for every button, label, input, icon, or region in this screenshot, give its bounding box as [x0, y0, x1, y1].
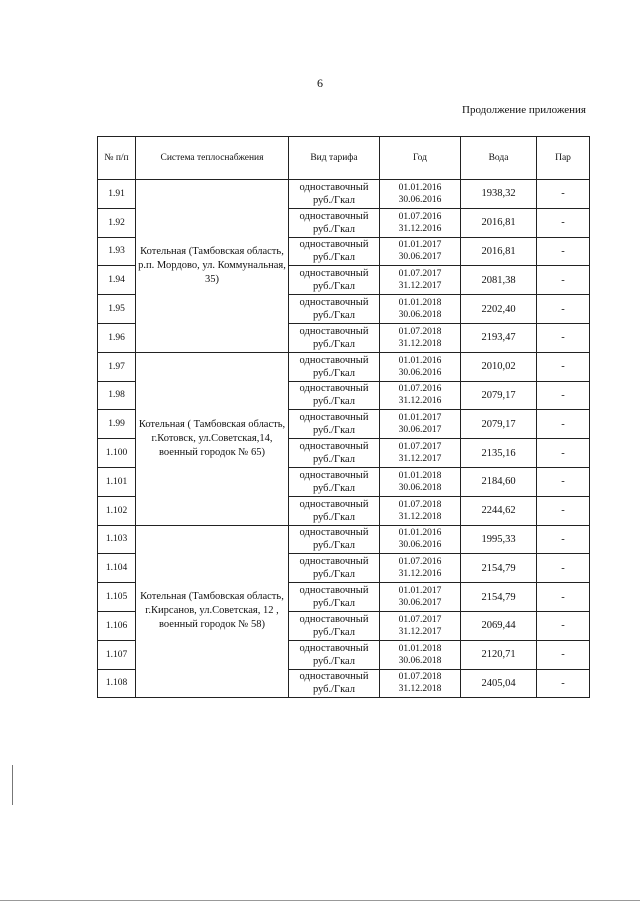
steam-tariff-value: -	[537, 439, 590, 468]
water-tariff-value: 2079,17	[461, 410, 537, 439]
period-from: 01.07.2017	[398, 269, 442, 280]
water-tariff-value: 2202,40	[461, 295, 537, 324]
row-number: 1.98	[98, 381, 136, 410]
water-tariff-value: 2016,81	[461, 208, 537, 237]
water-tariff-value: 2016,81	[461, 237, 537, 266]
period-from: 01.01.2018	[398, 298, 442, 309]
row-number: 1.93	[98, 237, 136, 266]
period-cell	[380, 237, 461, 266]
tariff-type: одноставочный руб./Гкал	[289, 381, 380, 410]
period-to: 30.06.2018	[398, 482, 442, 493]
table-header-row	[98, 137, 590, 180]
period-cell	[380, 410, 461, 439]
steam-tariff-value: -	[537, 640, 590, 669]
period-to: 30.06.2018	[398, 310, 442, 321]
period-from: 01.01.2018	[398, 470, 442, 481]
tariff-type: одноставочный руб./Гкал	[289, 640, 380, 669]
period-from: 01.07.2018	[398, 499, 442, 510]
tariff-type: одноставочный руб./Гкал	[289, 295, 380, 324]
period-cell	[380, 180, 461, 209]
tariff-type: одноставочный руб./Гкал	[289, 237, 380, 266]
steam-tariff-value: -	[537, 295, 590, 324]
row-number: 1.105	[98, 583, 136, 612]
row-number: 1.104	[98, 554, 136, 583]
tariff-type: одноставочный руб./Гкал	[289, 180, 380, 209]
water-tariff-value: 2079,17	[461, 381, 537, 410]
water-tariff-value: 2010,02	[461, 352, 537, 381]
steam-tariff-value: -	[537, 467, 590, 496]
table-row	[98, 180, 590, 209]
period-to: 30.06.2018	[398, 655, 442, 666]
row-number: 1.100	[98, 439, 136, 468]
period-cell	[380, 266, 461, 295]
tariff-type: одноставочный руб./Гкал	[289, 554, 380, 583]
steam-tariff-value: -	[537, 496, 590, 525]
period-from: 01.07.2017	[398, 442, 442, 453]
period-cell	[380, 208, 461, 237]
water-tariff-value: 2154,79	[461, 554, 537, 583]
tariff-type: одноставочный руб./Гкал	[289, 352, 380, 381]
period-to: 31.12.2018	[398, 511, 442, 522]
tariff-type: одноставочный руб./Гкал	[289, 525, 380, 554]
period-to: 30.06.2016	[398, 194, 442, 205]
water-tariff-value: 1995,33	[461, 525, 537, 554]
period-from: 01.07.2016	[398, 211, 442, 222]
period-from: 01.07.2016	[398, 557, 442, 568]
period-to: 31.12.2018	[398, 684, 442, 695]
period-to: 31.12.2017	[398, 281, 442, 292]
scan-artifact-left	[12, 765, 13, 805]
row-number: 1.106	[98, 611, 136, 640]
period-to: 30.06.2017	[398, 425, 442, 436]
steam-tariff-value: -	[537, 669, 590, 698]
period-from: 01.01.2016	[398, 355, 442, 366]
period-to: 31.12.2016	[398, 223, 442, 234]
period-cell	[380, 295, 461, 324]
steam-tariff-value: -	[537, 525, 590, 554]
header-water: Вода	[461, 137, 537, 180]
row-number: 1.95	[98, 295, 136, 324]
period-from: 01.01.2016	[398, 528, 442, 539]
water-tariff-value: 2244,62	[461, 496, 537, 525]
period-from: 01.07.2018	[398, 326, 442, 337]
tariff-type: одноставочный руб./Гкал	[289, 496, 380, 525]
period-to: 30.06.2016	[398, 367, 442, 378]
tariff-type: одноставочный руб./Гкал	[289, 467, 380, 496]
tariff-type: одноставочный руб./Гкал	[289, 669, 380, 698]
row-number: 1.107	[98, 640, 136, 669]
tariff-table	[97, 136, 590, 698]
steam-tariff-value: -	[537, 611, 590, 640]
period-cell	[380, 525, 461, 554]
period-to: 31.12.2017	[398, 626, 442, 637]
steam-tariff-value: -	[537, 583, 590, 612]
row-number: 1.99	[98, 410, 136, 439]
tariff-type: одноставочный руб./Гкал	[289, 208, 380, 237]
period-to: 31.12.2017	[398, 454, 442, 465]
period-cell	[380, 352, 461, 381]
row-number: 1.101	[98, 467, 136, 496]
tariff-type: одноставочный руб./Гкал	[289, 266, 380, 295]
period-cell	[380, 611, 461, 640]
table-row	[98, 525, 590, 554]
tariff-type: одноставочный руб./Гкал	[289, 583, 380, 612]
row-number: 1.97	[98, 352, 136, 381]
period-from: 01.01.2016	[398, 182, 442, 193]
period-to: 31.12.2018	[398, 338, 442, 349]
period-cell	[380, 554, 461, 583]
water-tariff-value: 2081,38	[461, 266, 537, 295]
period-to: 30.06.2017	[398, 252, 442, 263]
period-cell	[380, 583, 461, 612]
period-from: 01.01.2018	[398, 643, 442, 654]
period-cell	[380, 496, 461, 525]
water-tariff-value: 2135,16	[461, 439, 537, 468]
period-cell	[380, 467, 461, 496]
period-from: 01.01.2017	[398, 240, 442, 251]
header-tariff-type: Вид тарифа	[289, 137, 380, 180]
water-tariff-value: 2069,44	[461, 611, 537, 640]
steam-tariff-value: -	[537, 554, 590, 583]
heat-supply-system: Котельная ( Тамбовская область, г.Котовск, ул.Советская,14, военный городок № 65)	[136, 352, 289, 525]
steam-tariff-value: -	[537, 323, 590, 352]
steam-tariff-value: -	[537, 410, 590, 439]
period-from: 01.01.2017	[398, 413, 442, 424]
row-number: 1.91	[98, 180, 136, 209]
steam-tariff-value: -	[537, 180, 590, 209]
tariff-type: одноставочный руб./Гкал	[289, 611, 380, 640]
heat-supply-system: Котельная (Тамбовская область, р.п. Мордово, ул. Коммунальная, 35)	[136, 180, 289, 353]
steam-tariff-value: -	[537, 381, 590, 410]
continuation-caption: Продолжение приложения	[462, 104, 586, 116]
period-from: 01.01.2017	[398, 586, 442, 597]
row-number: 1.102	[98, 496, 136, 525]
header-system: Система теплоснабжения	[136, 137, 289, 180]
period-to: 31.12.2016	[398, 396, 442, 407]
period-cell	[380, 323, 461, 352]
period-from: 01.07.2017	[398, 614, 442, 625]
period-cell	[380, 381, 461, 410]
steam-tariff-value: -	[537, 237, 590, 266]
water-tariff-value: 2154,79	[461, 583, 537, 612]
period-from: 01.07.2016	[398, 384, 442, 395]
water-tariff-value: 2120,71	[461, 640, 537, 669]
water-tariff-value: 2405,04	[461, 669, 537, 698]
heat-supply-system: Котельная (Тамбовская область, г.Кирсанов, ул.Советская, 12 , военный городок № 58)	[136, 525, 289, 698]
period-to: 30.06.2017	[398, 598, 442, 609]
row-number: 1.103	[98, 525, 136, 554]
table-body	[98, 180, 590, 698]
header-steam: Пар	[537, 137, 590, 180]
row-number: 1.92	[98, 208, 136, 237]
table-row	[98, 352, 590, 381]
tariff-type: одноставочный руб./Гкал	[289, 439, 380, 468]
water-tariff-value: 2184,60	[461, 467, 537, 496]
steam-tariff-value: -	[537, 208, 590, 237]
period-cell	[380, 669, 461, 698]
steam-tariff-value: -	[537, 352, 590, 381]
period-to: 31.12.2016	[398, 569, 442, 580]
period-cell	[380, 439, 461, 468]
row-number: 1.94	[98, 266, 136, 295]
water-tariff-value: 2193,47	[461, 323, 537, 352]
water-tariff-value: 1938,32	[461, 180, 537, 209]
period-to: 30.06.2016	[398, 540, 442, 551]
page-number: 6	[317, 76, 323, 90]
period-cell	[380, 640, 461, 669]
tariff-type: одноставочный руб./Гкал	[289, 410, 380, 439]
header-year: Год	[380, 137, 461, 180]
header-num: № п/п	[98, 137, 136, 180]
scan-artifact-bottom	[0, 900, 640, 901]
row-number: 1.108	[98, 669, 136, 698]
steam-tariff-value: -	[537, 266, 590, 295]
row-number: 1.96	[98, 323, 136, 352]
tariff-type: одноставочный руб./Гкал	[289, 323, 380, 352]
period-from: 01.07.2018	[398, 672, 442, 683]
